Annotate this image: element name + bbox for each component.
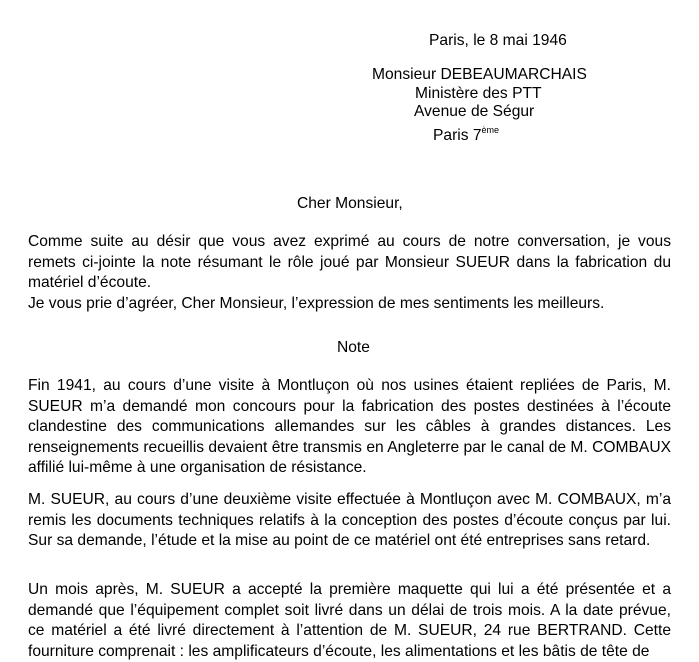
note-title: Note — [337, 339, 370, 356]
recipient-city-superscript: ème — [481, 125, 500, 135]
salutation: Cher Monsieur, — [297, 195, 403, 212]
recipient-name: Monsieur DEBEAUMARCHAIS — [372, 66, 587, 83]
recipient-city: Paris 7 — [433, 127, 482, 144]
letter-date: Paris, le 8 mai 1946 — [429, 32, 567, 49]
letter-paragraph-2: Je vous prie d’agréer, Cher Monsieur, l’expression de mes sentiments les meilleurs. — [28, 295, 605, 312]
recipient-street: Avenue de Ségur — [414, 103, 535, 120]
note-paragraph-2: M. SUEUR, au cours d’une deuxième visite effectuée à Montluçon avec M. COMBAUX, m’a remis les documents techniques relatifs à la conception des postes d’écoute conçus par lui. Sur sa demande, l’étude et la mise au point de ce matériel ont été entreprises sans retard. — [28, 491, 671, 549]
note-paragraph-1: Fin 1941, au cours d’une visite à Montluçon où nos usines étaient repliées de Paris, M. SUEUR m’a demandé mon concours pour la fabrication des postes destinées à l’écoute clandestine des communications allemandes sur les câbles à grandes distances. Les renseignements recueillis devaient être transmis en Angleterre par le canal de M. COMBAUX affilié lui-même à une organisation de résistance. — [28, 377, 671, 476]
recipient-city-line — [433, 120, 499, 146]
note-paragraph-3: Un mois après, M. SUEUR a accepté la première maquette qui lui a été présentée et a demandé que l’équipement complet soit livré dans un délai de trois mois. A la date prévue, ce matériel a été livré directement à l’attention de M. SUEUR, 24 rue BERTRAND. Cette fourniture comprenait : les amplificateurs d’écoute, les alimentations et les bâtis de tête de — [28, 581, 671, 660]
recipient-ministry: Ministère des PTT — [415, 85, 542, 102]
letter-paragraph-1: Comme suite au désir que vous avez exprimé au cours de notre conversation, je vous remets ci-jointe la note résumant le rôle joué par Monsieur SUEUR dans la fabrication du matériel d’écoute. — [28, 233, 671, 291]
